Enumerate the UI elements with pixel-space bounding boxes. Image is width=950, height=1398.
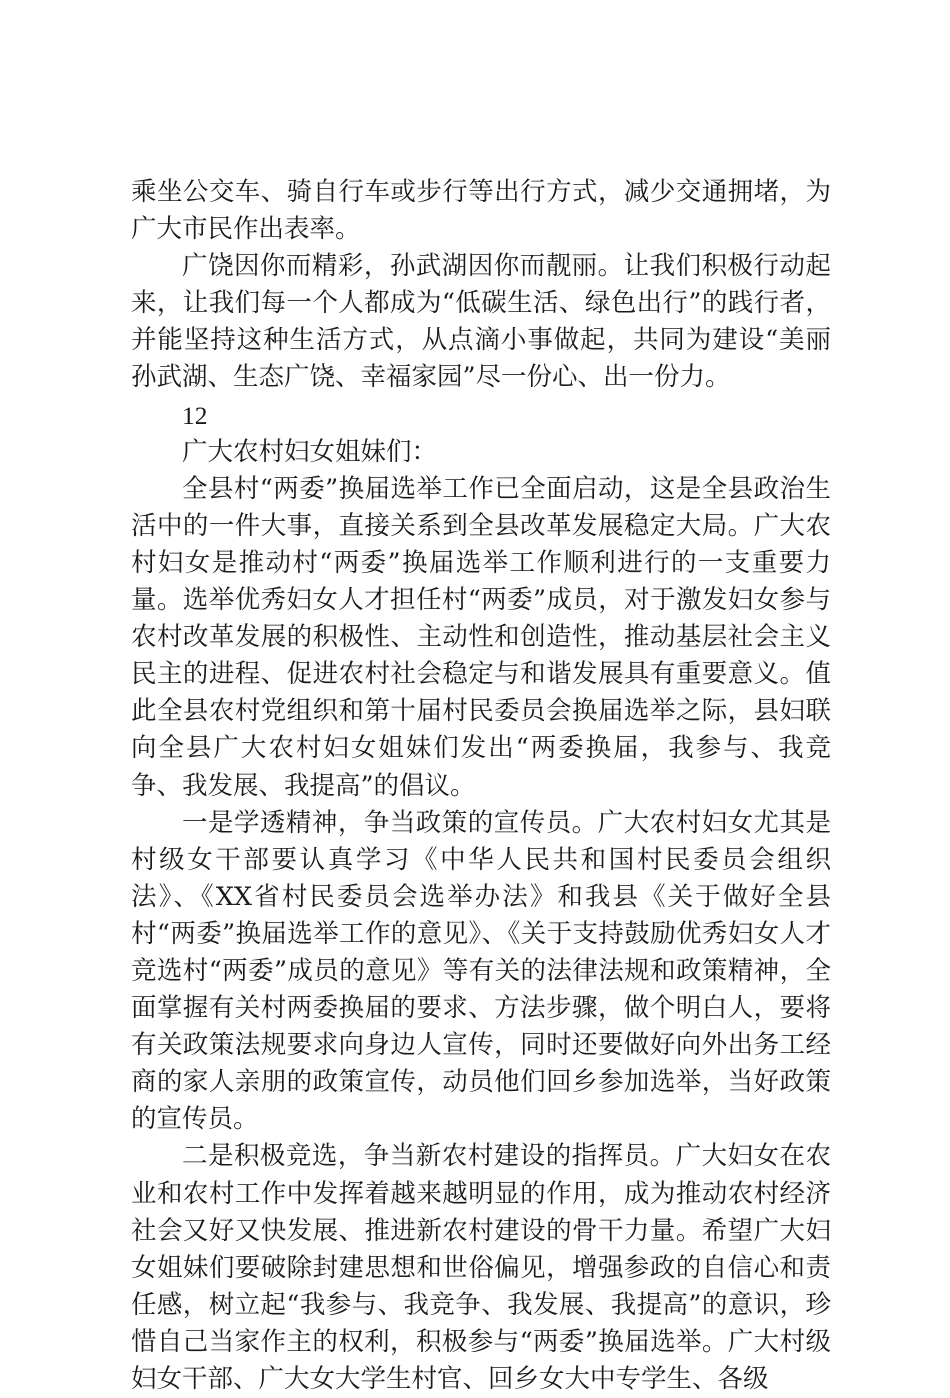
paragraph-election-context: 全县村“两委”换届选举工作已全面启动，这是全县政治生活中的一件大事，直接关系到全县改革发展稳定大局。广大农村妇女是推动村“两委”换届选举工作顺利进行的一支重要力量。选举优秀妇女人才担任村“两委”成员，对于激发妇女参与农村改革发展的积极性、主动性和创造性，推动基层社会主义民主的进程、促进农村社会稳定与和谐发展具有重要意义。值此全县农村党组织和第十届村民委员会换届选举之际，县妇联向全县广大农村妇女姐妹们发出“两委换届，我参与、我竞争、我发展、我提高”的倡议。	[131, 473, 831, 801]
section-number: 12	[182, 400, 208, 430]
paragraph-closing-appeal: 广饶因你而精彩，孙武湖因你而靓丽。让我们积极行动起来，让我们每一个人都成为“低碳生活、绿色出行”的践行者，并能坚持这种生活方式，从点滴小事做起，共同为建设“美丽孙武湖、生态广饶、幸福家园”尽一份心、出一份力。	[131, 251, 831, 393]
paragraph-intro-continuation: 乘坐公交车、骑自行车或步行等出行方式，减少交通拥堵，为广大市民作出表率。	[131, 177, 831, 245]
salutation: 广大农村妇女姐妹们：	[182, 436, 438, 467]
paragraph-point-one: 一是学透精神，争当政策的宣传员。广大农村妇女尤其是村级女干部要认真学习《中华人民共和国村民委员会组织法》、《XX省村民委员会选举办法》和我县《关于做好全县村“两委”换届选举工作的意见》、《关于支持鼓励优秀妇女人才竞选村“两委”成员的意见》等有关的法律法规和政策精神，全面掌握有关村两委换届的要求、方法步骤，做个明白人，要将有关政策法规要求向身边人宣传，同时还要做好向外出务工经商的家人亲朋的政策宣传，动员他们回乡参加选举，当好政策的宣传员。	[131, 807, 831, 1135]
document-body	[131, 174, 831, 1398]
paragraph-point-two: 二是积极竞选，争当新农村建设的指挥员。广大妇女在农业和农村工作中发挥着越来越明显的作用，成为推动农村经济社会又好又快发展、推进新农村建设的骨干力量。希望广大妇女姐妹们要破除封建思想和世俗偏见，增强参政的自信心和责任感，树立起“我参与、我竞争、我发展、我提高”的意识，珍惜自己当家作主的权利，积极参与“两委”换届选举。广大村级妇女干部、广大女大学生村官、回乡女大中专学生、各级	[131, 1141, 831, 1394]
